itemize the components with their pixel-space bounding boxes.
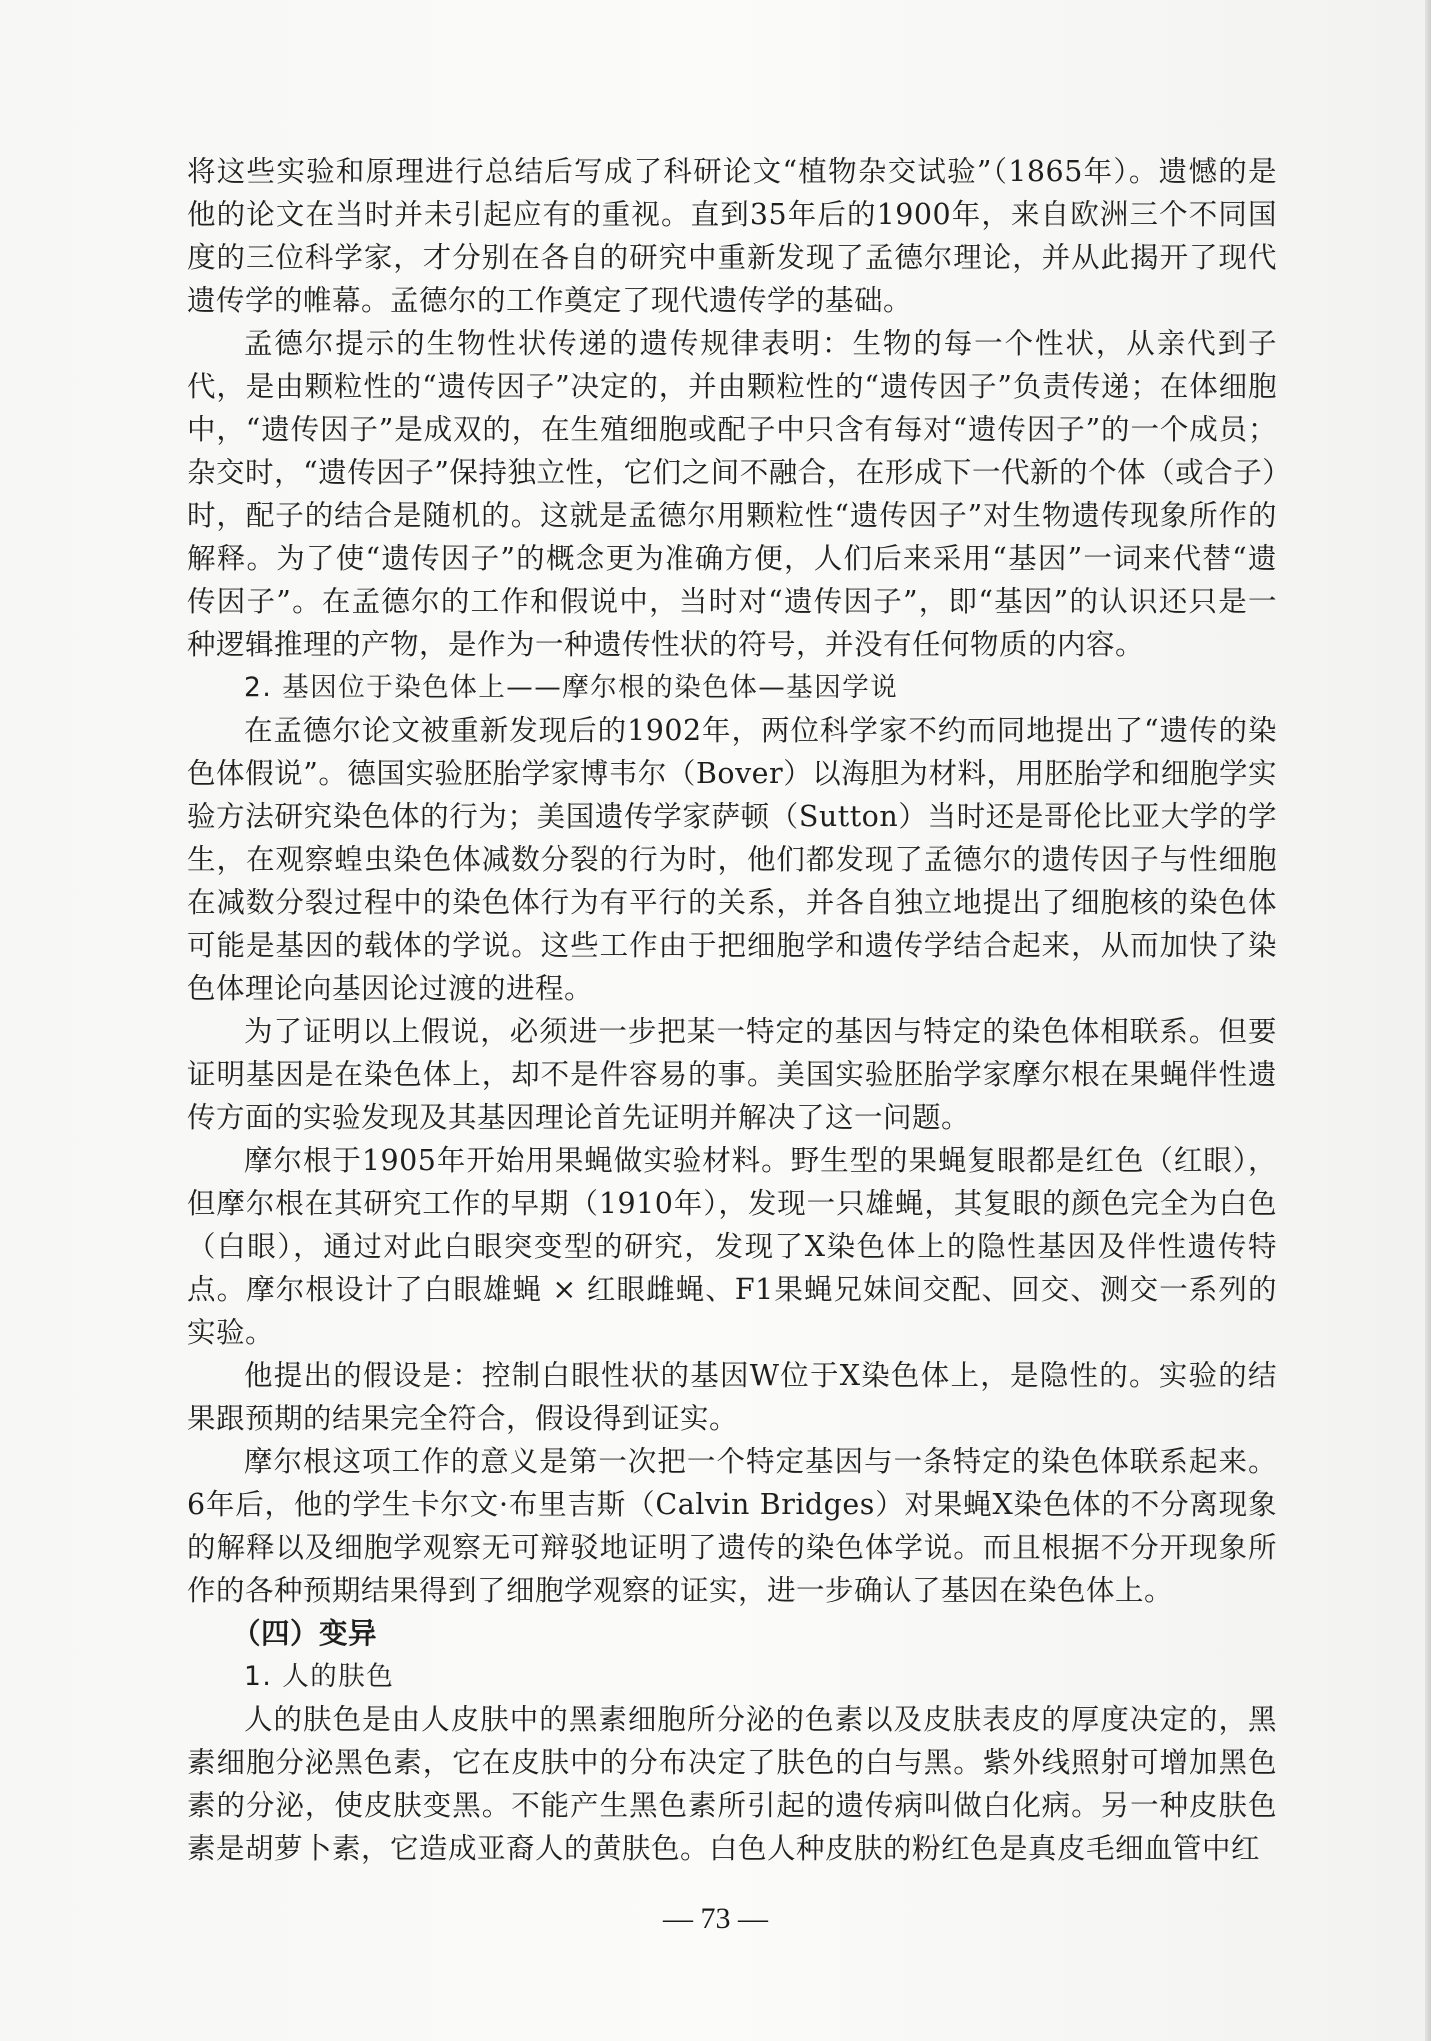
- page-edge-shadow: [1425, 0, 1431, 2041]
- section-heading-2: 2. 基因位于染色体上——摩尔根的染色体—基因学说: [244, 672, 899, 703]
- paragraph-5: 摩尔根于1905年开始用果蝇做实验材料。野生型的果蝇复眼都是红色（红眼），但摩尔根在其研究工作的早期（1910年），发现一只雄蝇，其复眼的颜色完全为白色（白眼），通过对此白眼突变型的研究，发现了X染色体上的隐性基因及伴性遗传特点。摩尔根设计了白眼雄蝇 × 红眼雌蝇、F1果蝇兄妹间交配、回交、测交一系列的实验。: [187, 1144, 1277, 1349]
- paragraph-2: 孟德尔提示的生物性状传递的遗传规律表明：生物的每一个性状，从亲代到子代，是由颗粒性的“遗传因子”决定的，并由颗粒性的“遗传因子”负责传递；在体细胞中，“遗传因子”是成双的，在生殖细胞或配子中只含有每对“遗传因子”的一个成员；杂交时，“遗传因子”保持独立性，它们之间不融合，在形成下一代新的个体（或合子）时，配子的结合是随机的。这就是孟德尔用颗粒性“遗传因子”对生物遗传现象所作的解释。为了使“遗传因子”的概念更为准确方便，人们后来采用“基因”一词来代替“遗传因子”。在孟德尔的工作和假说中，当时对“遗传因子”，即“基因”的认识还只是一种逻辑推理的产物，是作为一种遗传性状的符号，并没有任何物质的内容。: [187, 327, 1277, 661]
- paragraph-4: 为了证明以上假说，必须进一步把某一特定的基因与特定的染色体相联系。但要证明基因是在染色体上，却不是件容易的事。美国实验胚胎学家摩尔根在果蝇伴性遗传方面的实验发现及其基因理论首先证明并解决了这一问题。: [187, 1015, 1277, 1134]
- section-heading-variation: （四）变异: [232, 1616, 378, 1650]
- page-number: — 73 —: [663, 1902, 768, 1935]
- page-body: [187, 150, 1277, 1870]
- paragraph-1: 将这些实验和原理进行总结后写成了科研论文“植物杂交试验”（1865年）。遗憾的是他的论文在当时并未引起应有的重视。直到35年后的1900年，来自欧洲三个不同国度的三位科学家，才分别在各自的研究中重新发现了孟德尔理论，并从此揭开了现代遗传学的帷幕。孟德尔的工作奠定了现代遗传学的基础。: [187, 155, 1277, 317]
- paragraph-3: 在孟德尔论文被重新发现后的1902年，两位科学家不约而同地提出了“遗传的染色体假说”。德国实验胚胎学家博韦尔（Bover）以海胆为材料，用胚胎学和细胞学实验方法研究染色体的行为；美国遗传学家萨顿（Sutton）当时还是哥伦比亚大学的学生，在观察蝗虫染色体减数分裂的行为时，他们都发现了孟德尔的遗传因子与性细胞在减数分裂过程中的染色体行为有平行的关系，并各自独立地提出了细胞核的染色体可能是基因的载体的学说。这些工作由于把细胞学和遗传学结合起来，从而加快了染色体理论向基因论过渡的进程。: [187, 714, 1277, 1005]
- paragraph-6: 他提出的假设是：控制白眼性状的基因W位于X染色体上，是隐性的。实验的结果跟预期的结果完全符合，假设得到证实。: [187, 1359, 1277, 1435]
- subsection-heading-skin-color: 1. 人的肤色: [244, 1661, 395, 1692]
- paragraph-7: 摩尔根这项工作的意义是第一次把一个特定基因与一条特定的染色体联系起来。6年后，他的学生卡尔文·布里吉斯（Calvin Bridges）对果蝇X染色体的不分离现象的解释以及细胞学观察无可辩驳地证明了遗传的染色体学说。而且根据不分开现象所作的各种预期结果得到了细胞学观察的证实，进一步确认了基因在染色体上。: [187, 1445, 1277, 1607]
- paragraph-8: 人的肤色是由人皮肤中的黑素细胞所分泌的色素以及皮肤表皮的厚度决定的，黑素细胞分泌黑色素，它在皮肤中的分布决定了肤色的白与黑。紫外线照射可增加黑色素的分泌，使皮肤变黑。不能产生黑色素所引起的遗传病叫做白化病。另一种皮肤色素是胡萝卜素，它造成亚裔人的黄肤色。白色人种皮肤的粉红色是真皮毛细血管中红: [187, 1703, 1277, 1865]
